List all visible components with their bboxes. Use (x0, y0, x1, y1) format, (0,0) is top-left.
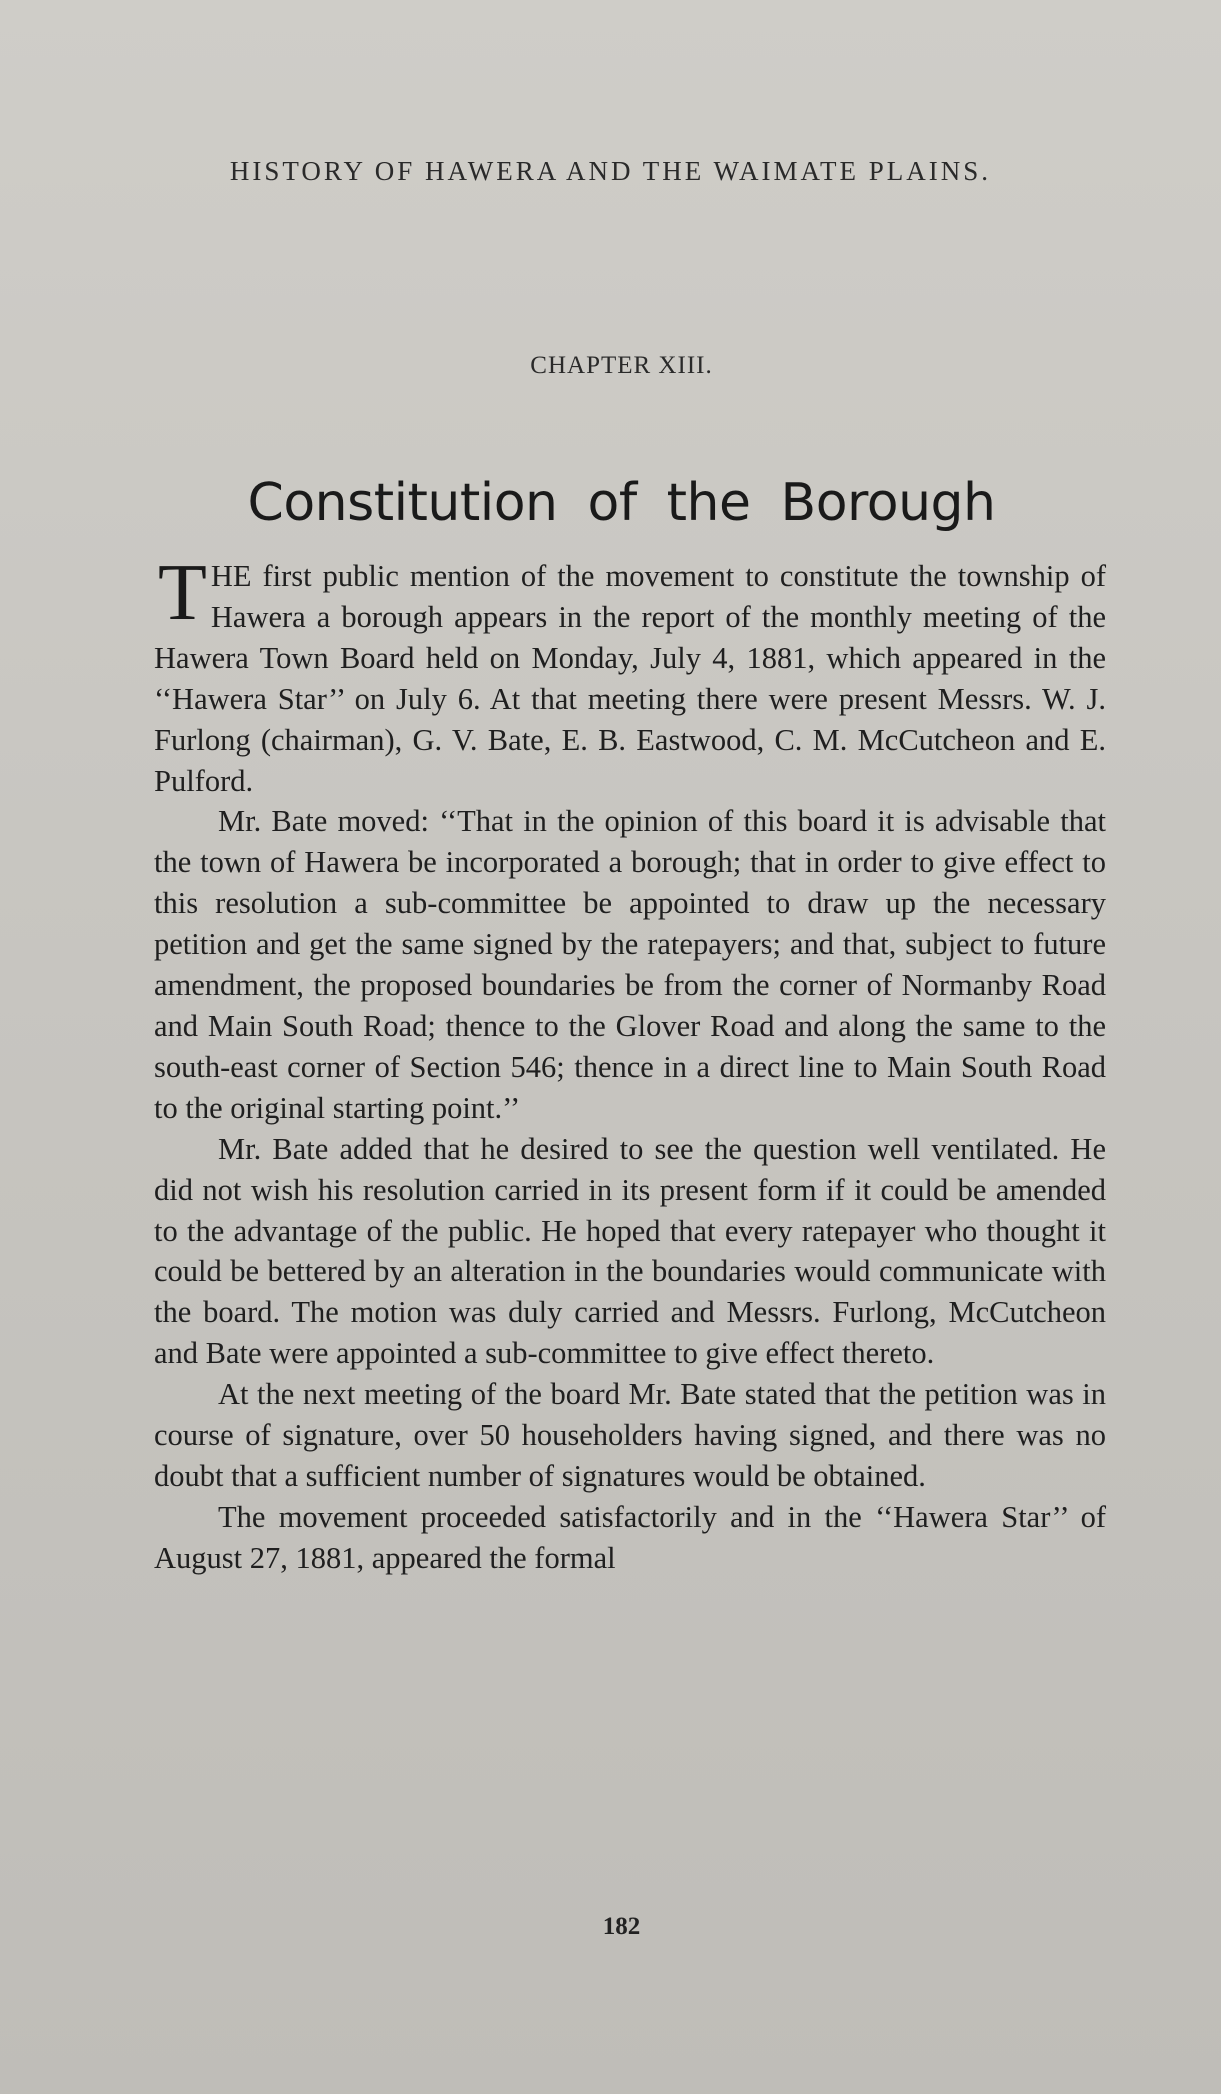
running-head: HISTORY OF HAWERA AND THE WAIMATE PLAINS. (229, 156, 992, 186)
drop-cap: T (158, 549, 207, 637)
paragraph-3: Mr. Bate added that he desired to see the question well ventilated. He did not wish his resolution carried in its present form if it could be amended to the advantage of the public. He hoped that every ratepayer who thought it could be bettered by an alteration in the boundaries would communicate with the board. The motion was duly carried and Messrs. Furlong, McCutcheon and Bate were appointed a sub-committee to give effect thereto. (154, 1131, 1106, 1371)
page-title: Constitution of the Borough (247, 472, 996, 533)
page-number: 182 (602, 1913, 641, 1940)
paragraph-5: The movement proceeded satisfactorily and in the ‘‘Hawera Star’’ of August 27, 1881, appeared the formal (154, 1499, 1106, 1575)
paragraph-1-text: HE first public mention of the movement to constitute the township of Hawera a borough appears in the report of the monthly meeting of the Hawera Town Board held on Monday, July 4, 1881, which appeared in the ‘‘Hawera Star’’ on July 6. At that meeting there were present Messrs. W. J. Furlong (chairman), G. V. Bate, E. B. Eastwood, C. M. McCutcheon and E. Pulford. (154, 559, 1106, 798)
body-text (154, 549, 1106, 1579)
paragraph-4: At the next meeting of the board Mr. Bate stated that the petition was in course of signature, over 50 householders having signed, and there was no doubt that a sufficient number of signatures would be obtained. (154, 1377, 1106, 1493)
paragraph-1 (154, 549, 1106, 801)
chapter-heading: CHAPTER XIII. (530, 352, 713, 379)
paragraph-2: Mr. Bate moved: ‘‘That in the opinion of this board it is advisable that the town of Hawera be incorporated a borough; that in order to give effect to this resolution a sub-committee be appointed to draw up the necessary petition and get the same signed by the ratepayers; and that, subject to future amendment, the proposed boundaries be from the corner of Normanby Road and Main South Road; thence to the Glover Road and along the same to the south-east corner of Section 546; thence in a direct line to Main South Road to the original starting point.’’ (154, 804, 1106, 1125)
